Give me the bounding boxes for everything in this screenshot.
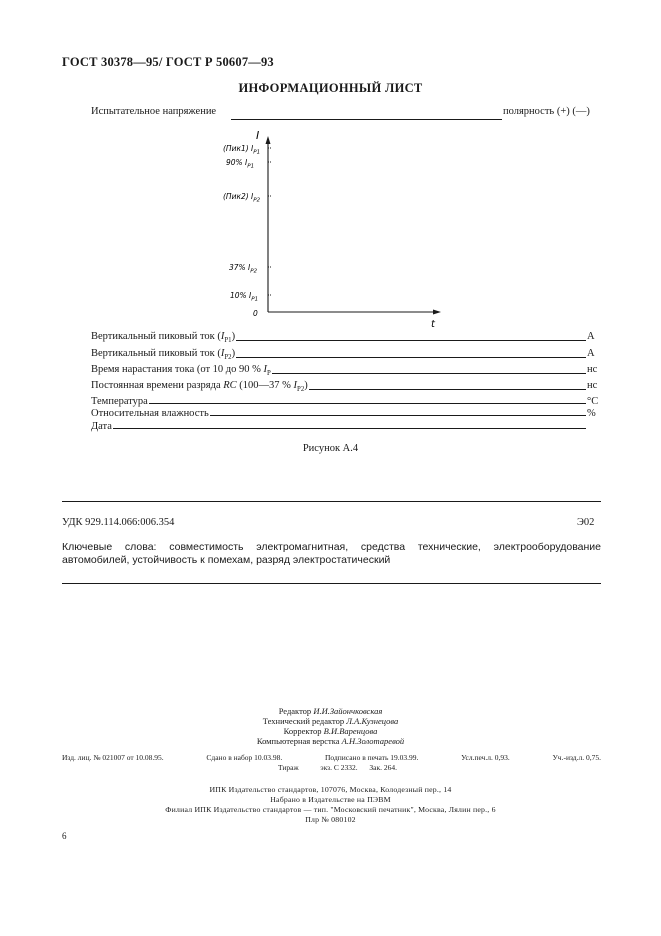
credit-proofreader: Корректор В.И.Варенцова (283, 726, 378, 736)
test-voltage-label: Испытательное напряжение (91, 106, 217, 117)
current-waveform-chart (215, 130, 455, 330)
form-field-row (91, 408, 601, 419)
form-field-unit: А (587, 331, 595, 342)
form-field-row (91, 364, 601, 377)
section-divider-bottom (62, 583, 601, 584)
order-number: Зак. 264. (369, 763, 398, 772)
x-axis-arrow-icon (433, 310, 441, 315)
credit-tech-editor: Технический редактор Л.А.Кузнецова (262, 716, 399, 726)
form-field-row (91, 396, 601, 407)
polarity-label: полярность (+) (—) (503, 106, 590, 117)
credit-layout: Компьютерная верстка А.Н.Золотаревой (256, 736, 405, 746)
x-axis-label: t (431, 319, 435, 330)
imprint-block (62, 753, 601, 773)
sent-to-typesetting: Сдано в набор 10.03.98. (206, 753, 283, 762)
y-axis-arrow-icon (266, 136, 271, 144)
form-field-label: Температура (91, 396, 148, 407)
udk-classification: УДК 929.114.066:006.354 (62, 517, 175, 528)
form-field-row (91, 421, 601, 432)
form-field-label: Вертикальный пиковый ток $(I_{P1})$ (91, 331, 236, 345)
publishing-sheets: Уч.-изд.л. 0,75. (552, 753, 601, 762)
publisher-line: Набрано в Издательстве на ПЭВМ (270, 795, 391, 804)
credits-block (0, 706, 661, 746)
form-field-label: Относительная влажность (91, 408, 209, 419)
chart-tick-label: 10% $I_{P1}$ (230, 291, 259, 303)
form-field-blank[interactable] (113, 428, 586, 429)
publisher-line: Филиал ИПК Издательство стандартов — тип. "Московский печатник", Москва, Лялин пер., 6 (165, 805, 496, 814)
license: Изд. лиц. № 021007 от 10.08.95. (62, 753, 164, 762)
y-axis-label: I (256, 130, 260, 142)
chart-tick-label: 37% $I_{P2}$ (229, 263, 258, 275)
copies: экз. С 2332. (320, 763, 358, 772)
form-field-blank[interactable] (149, 403, 586, 404)
form-field-row (91, 380, 601, 393)
form-field-blank[interactable] (309, 389, 586, 390)
form-field-label: Постоянная времени разряда RC (100—37 % $I_{P2}$) (91, 380, 308, 394)
publisher-line: Плр № 080102 (305, 815, 356, 824)
keywords: Ключевые слова: совместимость электромагнитная, средства технические, электрооборудование автомобилей, устойчивость к помехам, разряд электростатический (62, 541, 601, 566)
document-header: ГОСТ 30378—95/ ГОСТ Р 50607—93 (62, 55, 274, 69)
form-field-blank[interactable] (236, 357, 586, 358)
form-field-unit: А (587, 348, 595, 359)
form-field-blank[interactable] (272, 373, 586, 374)
chart-tick-label: 90% $I_{P1}$ (226, 158, 255, 170)
form-field-unit: нс (587, 364, 598, 375)
form-field-label: Вертикальный пиковый ток $(I_{P2})$ (91, 348, 236, 362)
publisher-line: ИПК Издательство стандартов, 107076, Москва, Колодезный пер., 14 (209, 785, 452, 794)
form-field-row (91, 348, 601, 361)
origin-label: 0 (253, 309, 258, 318)
form-field-blank[interactable] (236, 340, 586, 341)
page-title: ИНФОРМАЦИОННЫЙ ЛИСТ (238, 81, 423, 95)
form-field-blank[interactable] (210, 415, 586, 416)
classification-code: Э02 (577, 517, 595, 528)
chart-tick-label: (Пик2) $I_{P2}$ (223, 192, 261, 204)
form-field-row (91, 331, 601, 344)
credit-editor: Редактор И.И.Зайончковская (278, 706, 383, 716)
publisher-block (0, 785, 661, 825)
form-field-label: Дата (91, 421, 112, 432)
chart-tick-label: (Пик1) $I_{P1}$ (223, 144, 261, 156)
form-field-unit: % (587, 408, 596, 419)
test-voltage-blank (231, 119, 502, 120)
signed-to-print: Подписано в печать 19.03.99. (325, 753, 419, 762)
form-field-unit: °С (587, 396, 599, 407)
print-run: Тираж (278, 763, 299, 772)
form-field-unit: нс (587, 380, 598, 391)
print-sheets: Усл.печ.л. 0,93. (461, 753, 510, 762)
figure-caption: Рисунок А.4 (302, 443, 359, 454)
page-number: 6 (62, 831, 67, 841)
form-field-label: Время нарастания тока (от 10 до 90 % $I_P$ (91, 364, 271, 378)
section-divider-top (62, 501, 601, 502)
